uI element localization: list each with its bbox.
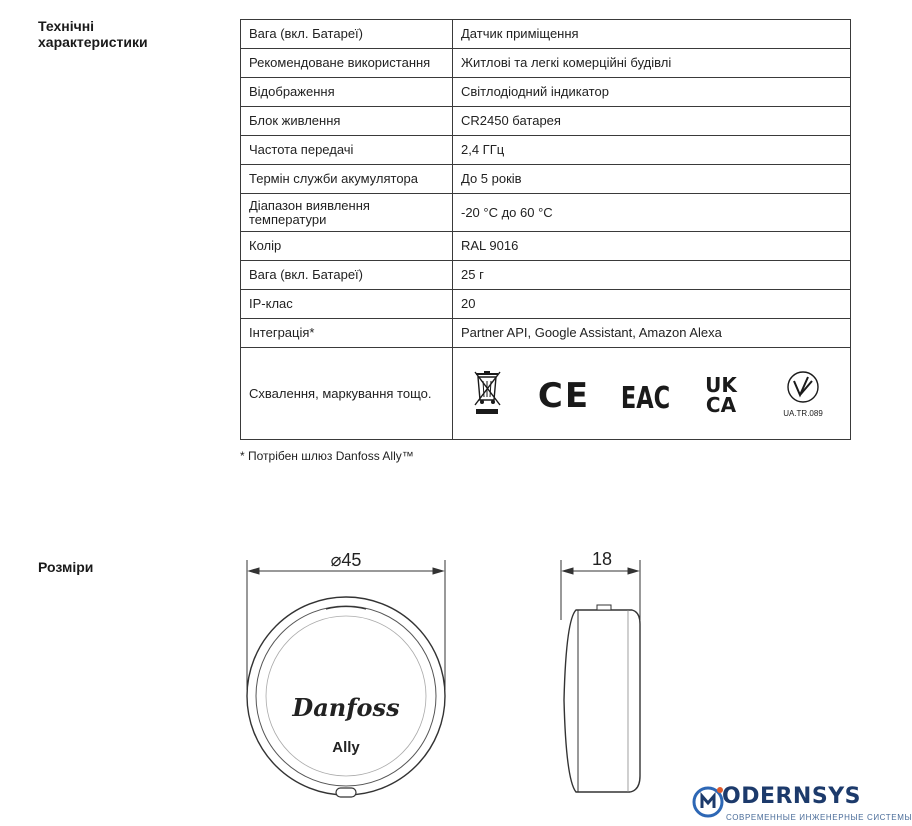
watermark-brand: ODERNSYS <box>722 784 861 809</box>
ua-conformity-icon <box>778 367 828 421</box>
depth-label: 18 <box>591 549 613 569</box>
watermark-tagline: СОВРЕМЕННЫЕ ИНЖЕНЕРНЫЕ СИСТЕМЫ <box>726 813 912 822</box>
specs-table <box>240 19 851 440</box>
spec-value: 25 г <box>453 261 851 290</box>
ua-code-text: UA.TR.089 <box>783 408 823 418</box>
spec-value: Датчик приміщення <box>453 20 851 49</box>
ukca-mark-line2: CA <box>705 392 736 417</box>
spec-label: IP-клас <box>241 290 453 319</box>
cert-marks-cell <box>453 348 851 440</box>
spec-label: Схвалення, маркування тощо. <box>241 348 453 440</box>
table-row <box>241 261 851 290</box>
table-row <box>241 165 851 194</box>
table-row <box>241 194 851 232</box>
table-row <box>241 290 851 319</box>
spec-label: Вага (вкл. Батареї) <box>241 20 453 49</box>
spec-value: 20 <box>453 290 851 319</box>
spec-value: Світлодіодний індикатор <box>453 78 851 107</box>
diameter-label: ⌀45 <box>330 550 362 570</box>
spec-label: Інтеграція* <box>241 319 453 348</box>
product-name-text: Ally <box>332 739 360 756</box>
spec-value: 2,4 ГГц <box>453 136 851 165</box>
spec-value: RAL 9016 <box>453 232 851 261</box>
ce-mark-icon <box>538 375 591 416</box>
spec-value: Житлові та легкі комерційні будівлі <box>453 49 851 78</box>
spec-value: До 5 років <box>453 165 851 194</box>
eac-mark-text: EAC <box>620 380 670 416</box>
specs-section-title: Технічні характеристики <box>38 18 148 50</box>
table-row <box>241 49 851 78</box>
table-row <box>241 136 851 165</box>
spec-value: -20 °C до 60 °C <box>453 194 851 232</box>
spec-label: Блок живлення <box>241 107 453 136</box>
table-row <box>241 78 851 107</box>
ukca-mark-line1: UK <box>704 372 737 397</box>
sensor-side-view <box>564 605 640 792</box>
eac-mark-icon <box>620 375 670 416</box>
dimensions-section-title: Розміри <box>38 559 94 575</box>
table-row <box>241 232 851 261</box>
footnote: * Потрібен шлюз Danfoss Ally™ <box>240 449 414 463</box>
spec-label: Колір <box>241 232 453 261</box>
spec-value: CR2450 батарея <box>453 107 851 136</box>
ce-mark-text: CE <box>538 375 591 416</box>
watermark-logo <box>690 782 912 826</box>
table-row <box>241 319 851 348</box>
spec-label: Діапазон виявлення температури <box>241 194 453 232</box>
spec-label: Відображення <box>241 78 453 107</box>
spec-label: Частота передачі <box>241 136 453 165</box>
spec-label: Рекомендоване використання <box>241 49 453 78</box>
ukca-mark-icon <box>702 373 742 415</box>
table-row <box>241 107 851 136</box>
spec-label: Вага (вкл. Батареї) <box>241 261 453 290</box>
weee-bin-icon <box>473 370 503 418</box>
table-row <box>241 348 851 440</box>
spec-value: Partner API, Google Assistant, Amazon Alexa <box>453 319 851 348</box>
spec-label: Термін служби акумулятора <box>241 165 453 194</box>
table-row <box>241 20 851 49</box>
brand-logo-text: Danfoss <box>292 693 400 722</box>
